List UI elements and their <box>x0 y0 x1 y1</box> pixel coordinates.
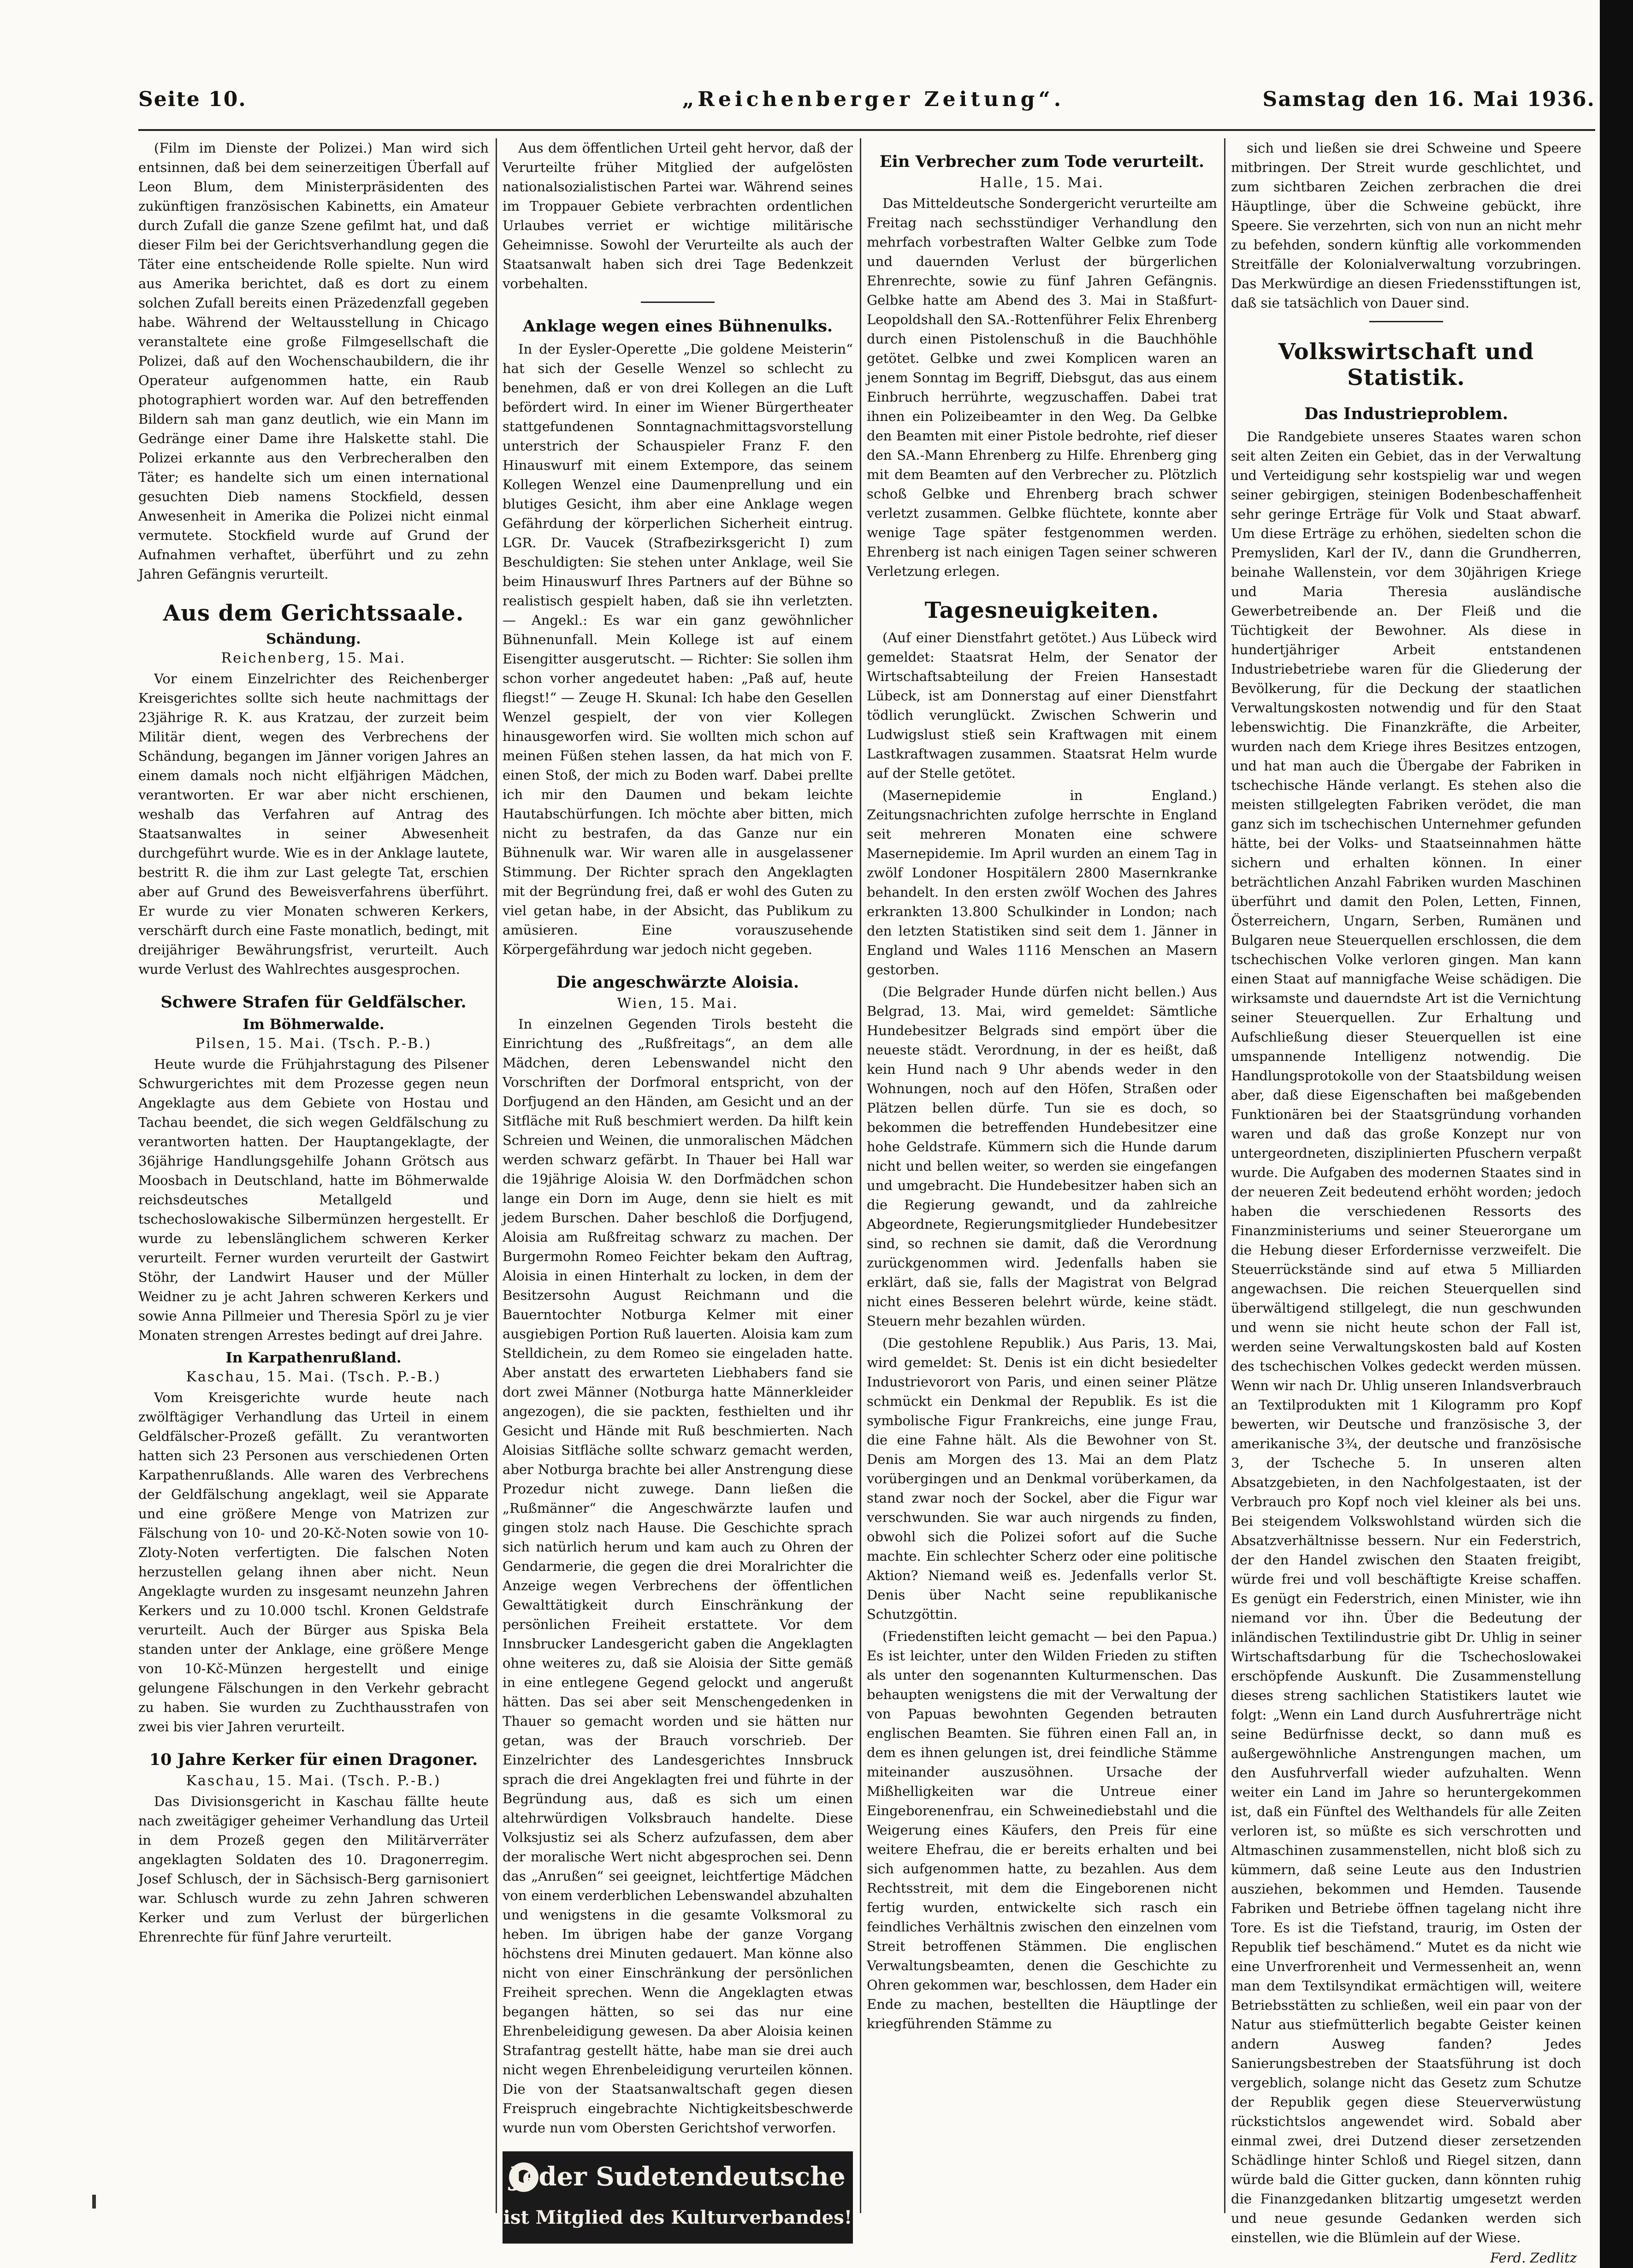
column-3 <box>867 138 1217 2222</box>
dateline: Kaschau, 15. Mai. (Tsch. P.-B.) <box>186 1369 441 1385</box>
kulturverband-advertisement <box>503 2151 853 2244</box>
article-title: Schwere Strafen für Geldfälscher. <box>160 993 467 1012</box>
page-header <box>138 83 1595 129</box>
dateline: Halle, 15. Mai. <box>979 175 1105 191</box>
article-text: In einzelnen Gegenden Tirols besteht die Einrichtung des „Rußfreitags“, an dem alle Mädchen, deren Lebenswandel nicht den Vorschriften der Dorfmoral entspricht, von der Dorfjugend an den Händen, am Gesicht und an der Sitfläche mit Ruß beschmiert werden. Da hilft kein Schreien und Weinen, die unmoralischen Mädchen werden schwarz gefärbt. In Thauer bei Hall war die 19jährige Aloisia W. den Dorfmädchen schon lange ein Dorn im Auge, denn sie hielt es mit jedem Burschen. Daher beschloß die Dorfjugend, Aloisia am Rußfreitag schwarz zu machen. Der Burgermohn Romeo Feichter bekam den Auftrag, Aloisia in einen Hinterhalt zu locken, in dem der Besitzersohn August Reichmann und die Bauerntochter Notburga Kelmer mit einer ausgiebigen Portion Ruß lauerten. Aloisia kam zum Stelldichein, zu dem Romeo sie eingeladen hatte. Aber anstatt des erwarteten Liebhabers fand sie dort zwei Männer (Notburga hatte Männerkleider angezogen), die sie packten, festhielten und ihr Gesicht und Hände mit Ruß beschmierten. Nach Aloisias Sitfläche sollte schwarz gemacht werden, aber Notburga brachte bei aller Anstrengung diese Prozedur nicht zuwege. Dann ließen die „Rußmänner“ die Angeschwärzte laufen und gingen stolz nach Hause. Die Geschichte sprach sich natürlich herum und kam auch zu Ohren der Gendarmerie, die gegen die drei Moralrichter die Anzeige wegen Verbrechens der öffentlichen Gewalttätigkeit durch Einschränkung der persönlichen Freiheit erstattete. Vor dem Innsbrucker Landesgericht gaben die Angeklagten ohne weiteres zu, daß sie Aloisia der Sitte gemäß in eine entlegene Gegend gelockt und angerußt hätten. Das sei aber seit Menschengedenken in Thauer so gemacht worden und sie hätten nur getan, was der Brauch vorschrieb. Der Einzelrichter des Landesgerichtes Innsbruck sprach die drei Angeklagten frei und führte in der Begründung aus, daß es sich um einen altehrwürdigen Volksbrauch handelte. Diese Volksjustiz sei als Scherz aufzufassen, dem aber der moralische Wert nicht abgesprochen sei. Denn das „Anrußen“ sei geeignet, leichtfertige Mädchen von einem verderblichen Lebenswandel abzuhalten und wenigstens in die gesamte Volksmoral zu heben. Im übrigen habe der ganze Vorgang höchstens drei Minuten gedauert. Man könne also nicht von einer Einschränkung der persönlichen Freiheit sprechen. Wenn die Angeklagten etwas begangen hätten, so sei das nur eine Ehrenbeleidigung gewesen. Da aber Aloisia keinen Strafantrag gestellt hätte, habe man sie drei auch nicht wegen Ehrenbeleidigung verurteilen können. Die von der Staatsanwaltschaft gegen diesen Freispruch eingebrachte Nichtigkeitsbeschwerde wurde nun vom Obersten Gerichtshof verworfen. <box>503 1016 853 2136</box>
ad-headline: Jeder Sudetendeutsche <box>510 2161 846 2192</box>
article-title: 10 Jahre Kerker für einen Dragoner. <box>149 1750 478 1769</box>
column-4 <box>1231 138 1581 2266</box>
article-text: In der Eysler-Operette „Die goldene Meisterin“ hat sich der Geselle Wenzel so schlecht zu benehmen, daß er von drei Kollegen an die Luft befördert wird. In einer im Wiener Bürgertheater stattgefundenen Sonntagnachmittagsvorstellung unterstrich der Schauspieler Franz F. den Hinauswurf mit einem Extempore, das seinem Kollegen Wenzel eine Daumenprellung und ein blutiges Gesicht, ihm aber eine Anklage wegen Gefährdung der körperlichen Sicherheit eintrug. LGR. Dr. Vaucek (Strafbezirksgericht I) zum Beschuldigten: Sie stehen unter Anklage, weil Sie beim Hinauswurf Ihres Partners auf der Bühne so realistisch gespielt haben, daß sie ihn verletzten. — Angekl.: Es war ein ganz gewöhnlicher Bühnenunfall. Mein Kollege ist auf einem Eisengitter ausgerutscht. — Richter: Sie sollen ihm schon vorher angedeutet haben: „Paß auf, heute fliegst!“ — Zeuge H. Skunal: Ich habe den Gesellen Wenzel gespielt, der von vier Kollegen hinausgeworfen wird. Sie wollten mich schon auf meinen Füßen stehen lassen, da hat mich von F. einen Stoß, der mich zu Boden warf. Dabei prellte ich mir den Daumen und bekam leichte Hautabschürfungen. Ich möchte aber bitten, mich nicht zu bestrafen, da das Ganze nur ein Bühnenulk war. Wir waren alle in ausgelassener Stimmung. Der Richter sprach den Angeklagten mit der Begründung frei, daß er wohl des Guten zu viel getan habe, in der Absicht, das Publikum zu amüsieren. Eine vorauszusehende Körpergefährdung war jedoch nicht gegeben. <box>503 341 853 957</box>
header-rule <box>138 129 1595 131</box>
news-item: (Masernepidemie in England.) Zeitungsnachrichten zufolge herrschte in England seit mehreren Monaten eine schwere Masernepidemie. Im April wurden an einem Tag in zwölf Londoner Hospitälern 2800 Masernkranke behandelt. In den ersten zwölf Wochen des Jahres erkrankten 13.800 Schulkinder in London; nach den letzten Statistiken sind seit dem 1. Jänner in England und Wales 1116 Menschen an Masern gestorben. <box>867 788 1217 977</box>
article-separator <box>641 302 715 303</box>
masthead: „Reichenberger Zeitung“. <box>682 88 1065 111</box>
dateline: Reichenberg, 15. Mai. <box>221 650 406 666</box>
news-item: (Die gestohlene Republik.) Aus Paris, 13. Mai, wird gemeldet: St. Denis ist ein dicht besiedelter Industrievorort von Paris, und einen seiner Plätze schmückt ein Denkmal der Republik. Es ist die symbolische Figur Frankreichs, eine junge Frau, die eine Fahne hält. Als die Bewohner von St. Denis am Morgen des 13. Mai an dem Platz vorübergingen und an Denkmal vorüberkamen, da stand zwar noch der Sockel, aber die Figur war verschwunden. Sie war auch nirgends zu finden, obwohl sich die Polizei sofort auf die Suche machte. Ein schlechter Scherz oder eine politische Aktion? Niemand weiß es. Jedenfalls verlor St. Denis über Nacht seine republikanische Schutzgöttin. <box>867 1335 1217 1622</box>
column-divider <box>860 138 861 2213</box>
article-text: Das Divisionsgericht in Kaschau fällte heute nach zweitägiger geheimer Verhandlung das Urteil in dem Prozeß gegen den Militärverräter angeklagten Soldaten des 10. Dragonerregim. Josef Schlusch, der in Sächsisch-Berg garnisoniert war. Schlusch wurde zu zehn Jahren schweren Kerker und zum Verlust der bürgerlichen Ehrenrechte für fünf Jahre verurteilt. <box>138 1794 489 1945</box>
article-separator <box>1369 321 1443 322</box>
author-signature: Ferd. Zedlitz <box>1490 2250 1577 2266</box>
news-item: (Auf einer Dienstfahrt getötet.) Aus Lübeck wird gemeldet: Staatsrat Helm, der Senator der Wirtschaftsabteilung der Freien Hansestadt Lübeck, ist am Donnerstag auf einer Dienstfahrt tödlich verunglückt. Zwischen Schwerin und Ludwigslust stieß sein Kraftwagen mit einem Lastkraftwagen zusammen. Staatsrat Helm wurde auf der Stelle getötet. <box>867 630 1217 781</box>
article-subtitle: Im Böhmerwalde. <box>243 1016 385 1033</box>
article-text: Das Mitteldeutsche Sondergericht verurteilte am Freitag nach sechsstündiger Verhandlung den mehrfach vorbestraften Walter Gelbke zum Tode und dauernden Verlust der bürgerlichen Ehrenrechte, sowie zu fünf Jahren Gefängnis. Gelbke hatte am Abend des 3. Mai in Staßfurt-Leopoldshall den SA.-Rottenführer Felix Ehrenberg durch einen Pistolenschuß in die Bauchhöhle getötet. Gelbke und zwei Komplicen waren an jenem Sonntag im Begriff, Diebsgut, das aus einem Einbruch herrührte, wegzuschaffen. Dabei trat ihnen ein Polizeibeamter in den Weg. Da Gelbke den Beamten mit einer Pistole bedrohte, rief dieser den SA.-Mann Ehrenberg zu Hilfe. Ehrenberg ging mit dem Beamten auf den Verbrecher zu. Plötzlich schoß Gelbke und Ehrenberg brach schwer verletzt zusammen. Gelbke flüchtete, konnte aber wenige Tage später festgenommen werden. Ehrenberg ist nach einigen Tagen seiner schweren Verletzung erlegen. <box>867 195 1217 579</box>
margin-mark <box>92 2195 96 2209</box>
column-2 <box>503 138 853 2228</box>
article-text: Vor einem Einzelrichter des Reichenberger Kreisgerichtes sollte sich heute nachmittags der 23jährige R. K. aus Kratzau, der zurzeit beim Militär dient, wegen des Verbrechens der Schändung, begangen im Jänner vorigen Jahres an einem damals noch nicht elfjährigen Mädchen, verantworten. Er war aber nicht erschienen, weshalb das Verfahren auf Antrag des Staatsanwaltes in seiner Abwesenheit durchgeführt wurde. Wie es in der Anklage lautete, bestritt R. die ihm zur Last gelegte Tat, erschien aber auf Grund des Beweisverfahrens überführt. Er wurde zu vier Monaten schweren Kerkers, verschärft durch eine Faste monatlich, bedingt, mit dreijähriger Bewährungsfrist, verurteilt. Auch wurde Verlust des Wahlrechtes ausgesprochen. <box>138 671 489 977</box>
article-text: Die Randgebiete unseres Staates waren schon seit alten Zeiten ein Gebiet, das in der Verwaltung und Verteidigung sehr kostspielig war und wegen seiner gebirgigen, steinigen Bodenbeschaffenheit sehr geringe Erträge für Volk und Staat abwarf. Um diese Erträge zu erhöhen, siedelten schon die Premysliden, Karl der IV., dann die Grundherren, beinahe Wallenstein, vor dem 30jährigen Kriege und Maria Theresia ausländische Gewerbetreibende an. Der Fleiß und die Tüchtigkeit der Bewohner. Als diese in hundertjähriger Arbeit entstandenen Industriebetriebe waren für die Gliederung der Bevölkerung, für die Deckung der staatlichen Verwaltungskosten notwendig und für den Staat lebenswichtig. Die Finanzkräfte, die Arbeiter, wurden nach dem Kriege ihres Besitzes entzogen, und hat man auch die Übergabe der Fabriken in tschechische Hände verlangt. Es stehen also die meisten stillgelegten Fabriken verödet, die man ganz sich im tschechischen Unternehmer gefunden hätte, bei der Volks- und Staatseinnahmen hätte sichern und erhalten können. In einer beträchtlichen Anzahl Fabriken wurden Maschinen überführt und damit den Polen, Letten, Finnen, Österreichern, Ungarn, Serben, Rumänen und Bulgaren neue Steuerquellen erschlossen, die dem tschechischen Volke verloren gingen. Man kann einen Staat auf mannigfache Weise schädigen. Die wirksamste und dauerndste Art ist die Vernichtung seiner Steuerquellen. Zur Erhaltung und Aufschließung dieser Steuerquellen ist eine umspannende Intelligenz notwendig. Die Handlungsprotokolle von der Staatsbildung weisen aber, daß diese Eigenschaften bei maßgebenden Funktionären bei der Staatsgründung vorhanden waren und daß das große Konzept nur von untergeordneten, disziplinierten Pfuschern verpaßt wurde. Die Aufgaben des modernen Staates sind in der neueren Zeit bedeutend erhöht worden; jedoch haben die verschiedenen Ressorts des Finanzministeriums und seiner Steuerorgane um die Hebung dieser Erfordernisse verzweifelt. Die Steuerrückstände sind auf etwa 5 Milliarden angewachsen. Die reichen Steuerquellen sind überwältigend stillgelegt, die nun geschwunden und wenn sie nicht heute schon der Fall ist, werden seine Verwaltungskosten bald auf Kosten des tschechischen Volkes gedeckt werden müssen. Wenn wir nach Dr. Uhlig unseren Inlandsverbrauch an Textilprodukten mit 1 Kilogramm pro Kopf bewerten, wir Deutsche und französische 3, der amerikanische 3¾, der deutsche und französische 3, der Tscheche 5. In unseren alten Absatzgebieten, in den Nachfolgestaaten, ist der Verbrauch pro Kopf noch viel kleiner als bei uns. Bei steigendem Volkswohlstand würden sich die Absatzverhältnisse bessern. Nur ein Federstrich, der den Handel zwischen den Staaten freigibt, würde frei und voll beschäftigte Kreise schaffen. Es genügt ein Federstrich, einen Minister, wie ihn niemand vor ihn. Über die Bedeutung der inländischen Textilindustrie gibt Dr. Uhlig in seiner Wirtschaftsdarbung für die Tschechoslowakei erschöpfende Auskunft. Die Zusammenstellung dieses streng sachlichen Statistikers lautet wie folgt: „Wenn ein Land durch Ausfuhrerträge nicht seine Bedürfnisse deckt, so dann muß es außergewöhnliche Anstrengungen machen, um den Ausfuhrverfall wieder aufzuhalten. Wenn weiter ein Land im Jahre so heruntergekommen ist, daß ein Fünftel des Welthandels für alle Zeiten verloren ist, so müßte es sich verschrotten und Altmaschinen zusammenstellen, nicht bloß sich zu kümmern, daß seine Leute aus den Industrien ausziehen, bekommen und Hemden. Tausende Fabriken und Betriebe öffnen tagelang nicht ihre Tore. Es ist die Tiefstand, traurig, im Osten der Republik tief beschämend.“ Mutet es da nicht wie eine Unverfrorenheit und Vermessenheit an, wenn man dem Textilsyndikat ermächtigen will, weitere Betriebsstätten zu schließen, weil ein paar von der Natur aus stiefmütterlich begabte Geister keinen andern Ausweg fanden? Jedes Sanierungsbestreben der Staatsführung ist doch vergeblich, solange nicht das Gesetz zum Schutze der Republik gegen diese Steuerverwüstung rückstichtslos angewendet wird. Sobald aber einmal zwei, drei Dutzend dieser zersetzenden Schädlinge hinter Schloß und Riegel sitzen, dann würde bald die Gitter gucken, dann könnten ruhig die Finanzgedanken blitzartig umgesetzt werden und neue gesunde Gedanken werden sich einstellen, wie die Blümlein auf der Wiese. <box>1231 429 1581 2245</box>
section-title-tagesneuigkeiten: Tagesneuigkeiten. <box>924 598 1160 623</box>
column-divider <box>496 138 497 2213</box>
column-1 <box>138 138 489 2222</box>
section-title-gerichtssaal: Aus dem Gerichtssaale. <box>163 600 464 626</box>
news-item: (Die Belgrader Hunde dürfen nicht bellen.) Aus Belgrad, 13. Mai, wird gemeldet: Sämtliche Hundebesitzer Belgrads sind empört über die neueste städt. Verordnung, in der es heißt, daß kein Hund nach 9 Uhr abends weder in den Wohnungen, noch auf den Höfen, Straßen oder Plätzen bellen dürfe. Tun sie es doch, so bekommen die betreffenden Hundebesitzer eine hohe Geldstrafe. Kümmern sich die Hunde darum nicht und bellen weiter, so werden sie eingefangen und umgebracht. Die Hundebesitzer haben sich an die Regierung gewandt, und da zahlreiche Abgeordnete, Regierungsmitglieder Hundebesitzer sind, so rechnen sie damit, daß die Verordnung zurückgenommen wird. Jedenfalls haben sie erklärt, daß sie, falls der Magistrat von Belgrad nicht eines Besseren belehrt würde, keine städt. Steuern mehr bezahlen würden. <box>867 984 1217 1329</box>
article-text: Heute wurde die Frühjahrstagung des Pilsener Schwurgerichtes mit dem Prozesse gegen neun Angeklagte aus dem Gebiete von Hostau und Tachau beendet, die sich wegen Geldfälschung zu verantworten hatten. Der Hauptangeklagte, der 36jährige Handlungsgehilfe Johann Grötsch aus Moosbach in Deutschland, hatte im Böhmerwalde reichsdeutsches Metallgeld und tschechoslowakische Silbermünzen hergestellt. Er wurde zu lebenslänglichem schweren Kerker verurteilt. Ferner wurden verurteilt der Gastwirt Stöhr, der Landwirt Hauser und der Müller Weidner zu je acht Jahren schweren Kerkers und sowie Anna Pillmeier und Theresia Spörl zu je vier Monaten strengen Arrestes bedingt auf drei Jahre. <box>138 1056 489 1343</box>
column-divider <box>1224 138 1225 2213</box>
section-title-volkswirtschaft: Volkswirtschaft und Statistik. <box>1278 339 1534 391</box>
article-title: Die angeschwärzte Aloisia. <box>556 973 799 992</box>
article-text: Vom Kreisgerichte wurde heute nach zwölftägiger Verhandlung das Urteil in einem Geldfälscher-Prozeß gefällt. Zu verantworten hatten sich 23 Personen aus verschiedenen Orten Karpathenrußlands. Alle waren des Verbrechens der Geldfälschung angeklagt, weil sie Apparate und eine größere Menge von Matrizen zur Fälschung von 10- und 20-Kč-Noten sowie von 10-Zloty-Noten verfertigten. Die falschen Noten herzustellen gelang ihnen aber nicht. Neun Angeklagte wurden zu insgesamt neunzehn Jahren Kerkers und zu 10.000 tschl. Kronen Geldstrafe verurteilt. Auch der Bürger aus Spiska Bela standen unter der Anklage, eine größere Menge von 10-Kč-Münzen hergestellt und einige gelungene Fälschungen in den Verkehr gebracht zu haben. Sie wurden zu Zuchthausstrafen von zwei bis vier Jahren verurteilt. <box>138 1390 489 1735</box>
issue-date: Samstag den 16. Mai 1936. <box>1262 88 1595 111</box>
article-title: Anklage wegen eines Bühnenulks. <box>522 317 833 336</box>
article-film-polizei: (Film im Dienste der Polizei.) Man wird sich entsinnen, daß bei dem seinerzeitigen Überfall auf Leon Blum, dem Ministerpräsidenten des zukünftigen französischen Kabinetts, ein Amateur durch Zufall die ganze Szene gefilmt hat, und daß dieser Film bei der Gerichtsverhandlung gegen die Täter eine entscheidende Rolle spielte. Nun wird aus Amerika berichtet, daß es dort zu einem solchen Zufall bereits einen Präzedenzfall gegeben habe. Während der Weltausstellung in Chicago veranstaltete eine große Filmgesellschaft die Polizei, daß auf den Wochenschaubildern, die ihr Operateur aufgenommen hatte, ein Raub photographiert worden war. Auf den betreffenden Bildern sah man ganz deutlich, wie ein Mann im Gedränge einer Dame ihre Halskette stahl. Die Polizei erkannte aus den Verbrecheralben den Täter; es handelte sich um einen international gesuchten Dieb namens Stockfield, dessen Anwesenheit in Amerika die Polizei nicht einmal vermutete. Stockfield wurde auf Grund der Aufnahmen verhaftet, überführt und zu zehn Jahren Gefängnis verurteilt. <box>138 140 489 582</box>
ad-subline: ist Mitglied des Kulturverbandes! <box>503 2207 852 2228</box>
article-title: Ein Verbrecher zum Tode verurteilt. <box>879 152 1205 171</box>
article-text: sich und ließen sie drei Schweine und Speere mitbringen. Der Streit wurde geschlichtet, und zum sichtbaren Zeichen zerbrachen die drei Häuptlinge, über die Schweine gebückt, ihre Speere. Sie verzehrten, sich von nun an nicht mehr zu befehden, sondern künftig alle vorkommenden Streitfälle der Kolonialverwaltung vorzubringen. Das Merkwürdige an diesen Friedensstiftungen ist, daß sie tatsächlich von Dauer sind. <box>1231 140 1581 311</box>
news-item: (Friedenstiften leicht gemacht — bei den Papua.) Es ist leichter, unter den Wilden Frieden zu stiften als unter den sogenannten Kulturmenschen. Das behaupten wenigstens die mit der Verwaltung der von Papuas bewohnten Gegenden betrauten englischen Beamten. Sie führen einen Fall an, in dem es ihnen gelungen ist, drei feindliche Stämme miteinander auszusöhnen. Ursache der Mißhelligkeiten war die Untreue einer Eingeborenenfrau, ein Schweinediebstahl und die Weigerung eines Käufers, den Preis für eine weitere Ehefrau, die er bereits erhalten und bei sich aufgenommen hatte, zu bezahlen. Aus dem Rechtsstreit, mit dem die Eingeborenen nicht fertig wurden, entwickelte sich rasch ein feindliches Verhältnis zwischen den einzelnen vom Streit betroffenen Stämmen. Die englischen Verwaltungsbeamten, denen die Geschichte zu Ohren gekommen war, beschlossen, dem Hader ein Ende zu machen, bestellten die Häuptlinge der kriegführenden Stämme zu <box>867 1628 1217 2031</box>
page-number: Seite 10. <box>138 88 247 111</box>
scan-edge <box>1600 0 1633 2268</box>
dateline: Wien, 15. Mai. <box>617 995 739 1012</box>
dateline: Kaschau, 15. Mai. (Tsch. P.-B.) <box>186 1773 441 1789</box>
article-subtitle: In Karpathenrußland. <box>225 1350 402 1366</box>
article-title: Das Industrieproblem. <box>1304 404 1509 423</box>
dateline: Pilsen, 15. Mai. (Tsch. P.-B.) <box>195 1036 432 1052</box>
article-title: Schändung. <box>266 631 361 647</box>
article-text: Aus dem öffentlichen Urteil geht hervor, daß der Verurteilte früher Mitglied der aufgelösten nationalsozialistischen Partei war. Während seines im Troppauer Gebiete verbrachten ordentlichen Urlaubes verriet er wichtige militärische Geheimnisse. Sowohl der Verurteilte als auch der Staatsanwalt haben sich drei Tage Bedenkzeit vorbehalten. <box>503 140 853 291</box>
